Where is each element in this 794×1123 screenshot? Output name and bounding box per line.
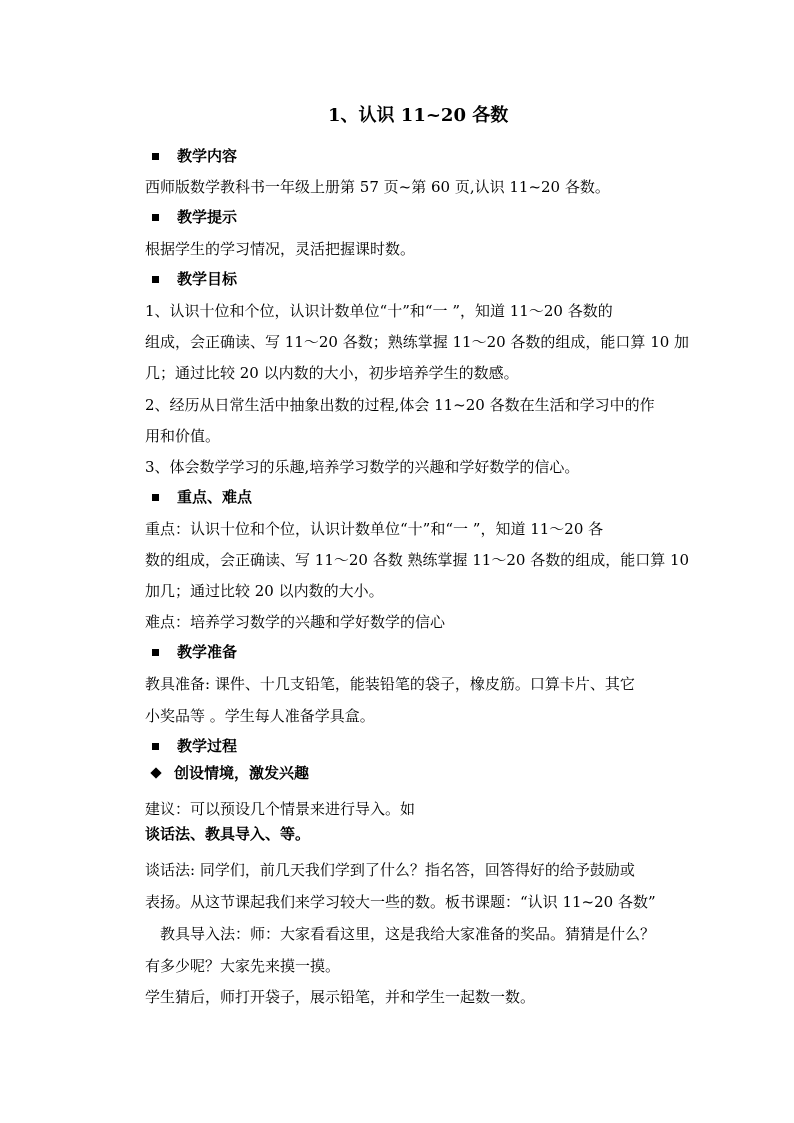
talk-method-line-1: 谈话法: 同学们，前几天我们学到了什么？指名答，回答得好的给予鼓励或 (145, 861, 635, 879)
prep-line-1: 教具准备: 课件、十几支铅笔，能装铅笔的袋子，橡皮筋。口算卡片、其它 (145, 675, 635, 693)
section-heading-hint: 教学提示 (152, 207, 237, 227)
content-text: 西师版数学教科书一年级上册第 57 页~第 60 页,认识 11~20 各数。 (145, 178, 610, 196)
square-bullet-icon (152, 743, 159, 750)
difficulty-line-1: 难点：培养学习数学的兴趣和学好数学的信心 (145, 613, 446, 631)
section-heading-prep: 教学准备 (152, 642, 237, 662)
guess-line-1: 学生猜后，师打开袋子，展示铅笔，并和学生一起数一数。 (145, 988, 536, 1006)
goal-1-line-1: 1、认识十位和个位，认识计数单位“十”和“一 ”，知道 11～20 各数的 (145, 302, 613, 320)
talk-method-line-2: 表扬。从这节课起我们来学习较大一些的数。板书课题：“认识 11~20 各数” (145, 893, 656, 911)
tool-method-line-2: 有多少呢？大家先来摸一摸。 (145, 957, 341, 975)
section-heading-content: 教学内容 (152, 146, 237, 166)
keypoint-line-1: 重点：认识十位和个位，认识计数单位“十”和“一 ”，知道 11～20 各 (145, 520, 604, 538)
goal-2-line-1: 2、经历从日常生活中抽象出数的过程,体会 11~20 各数在生活和学习中的作 (145, 396, 655, 414)
keypoint-line-3: 加几；通过比较 20 以内数的大小。 (145, 582, 384, 600)
keypoint-line-2: 数的组成，会正确读、写 11～20 各数 熟练掌握 11～20 各数的组成，能口算 10 (145, 551, 690, 569)
square-bullet-icon (152, 153, 159, 160)
tool-method-line-1: 教具导入法：师：大家看看这里，这是我给大家准备的奖品。猜猜是什么？ (160, 925, 656, 943)
prep-line-2: 小奖品等 。学生每人准备学具盒。 (145, 707, 375, 725)
diamond-bullet-icon (150, 767, 161, 778)
process-subheading: 创设情境，激发兴趣 (152, 763, 309, 783)
section-heading-goals: 教学目标 (152, 269, 237, 289)
square-bullet-icon (152, 494, 159, 501)
hint-text: 根据学生的学习情况，灵活把握课时数。 (145, 240, 416, 258)
page-title: 1、认识 11~20 各数 (328, 105, 509, 126)
goal-3-line-1: 3、体会数学学习的乐趣,培养学习数学的兴趣和学好数学的信心。 (145, 458, 580, 476)
suggestion-line-1: 建议：可以预设几个情景来进行导入。如 (145, 800, 416, 818)
section-heading-keypoints: 重点、难点 (152, 487, 252, 507)
goal-1-line-2: 组成，会正确读、写 11～20 各数；熟练掌握 11～20 各数的组成，能口算 10 加 (145, 333, 690, 351)
square-bullet-icon (152, 276, 159, 283)
section-heading-process: 教学过程 (152, 736, 237, 756)
square-bullet-icon (152, 649, 159, 656)
square-bullet-icon (152, 214, 159, 221)
goal-2-line-2: 用和价值。 (145, 427, 221, 445)
suggestion-line-2: 谈话法、教具导入、等。 (145, 825, 311, 843)
goal-1-line-3: 几；通过比较 20 以内数的大小，初步培养学生的数感。 (145, 364, 519, 382)
